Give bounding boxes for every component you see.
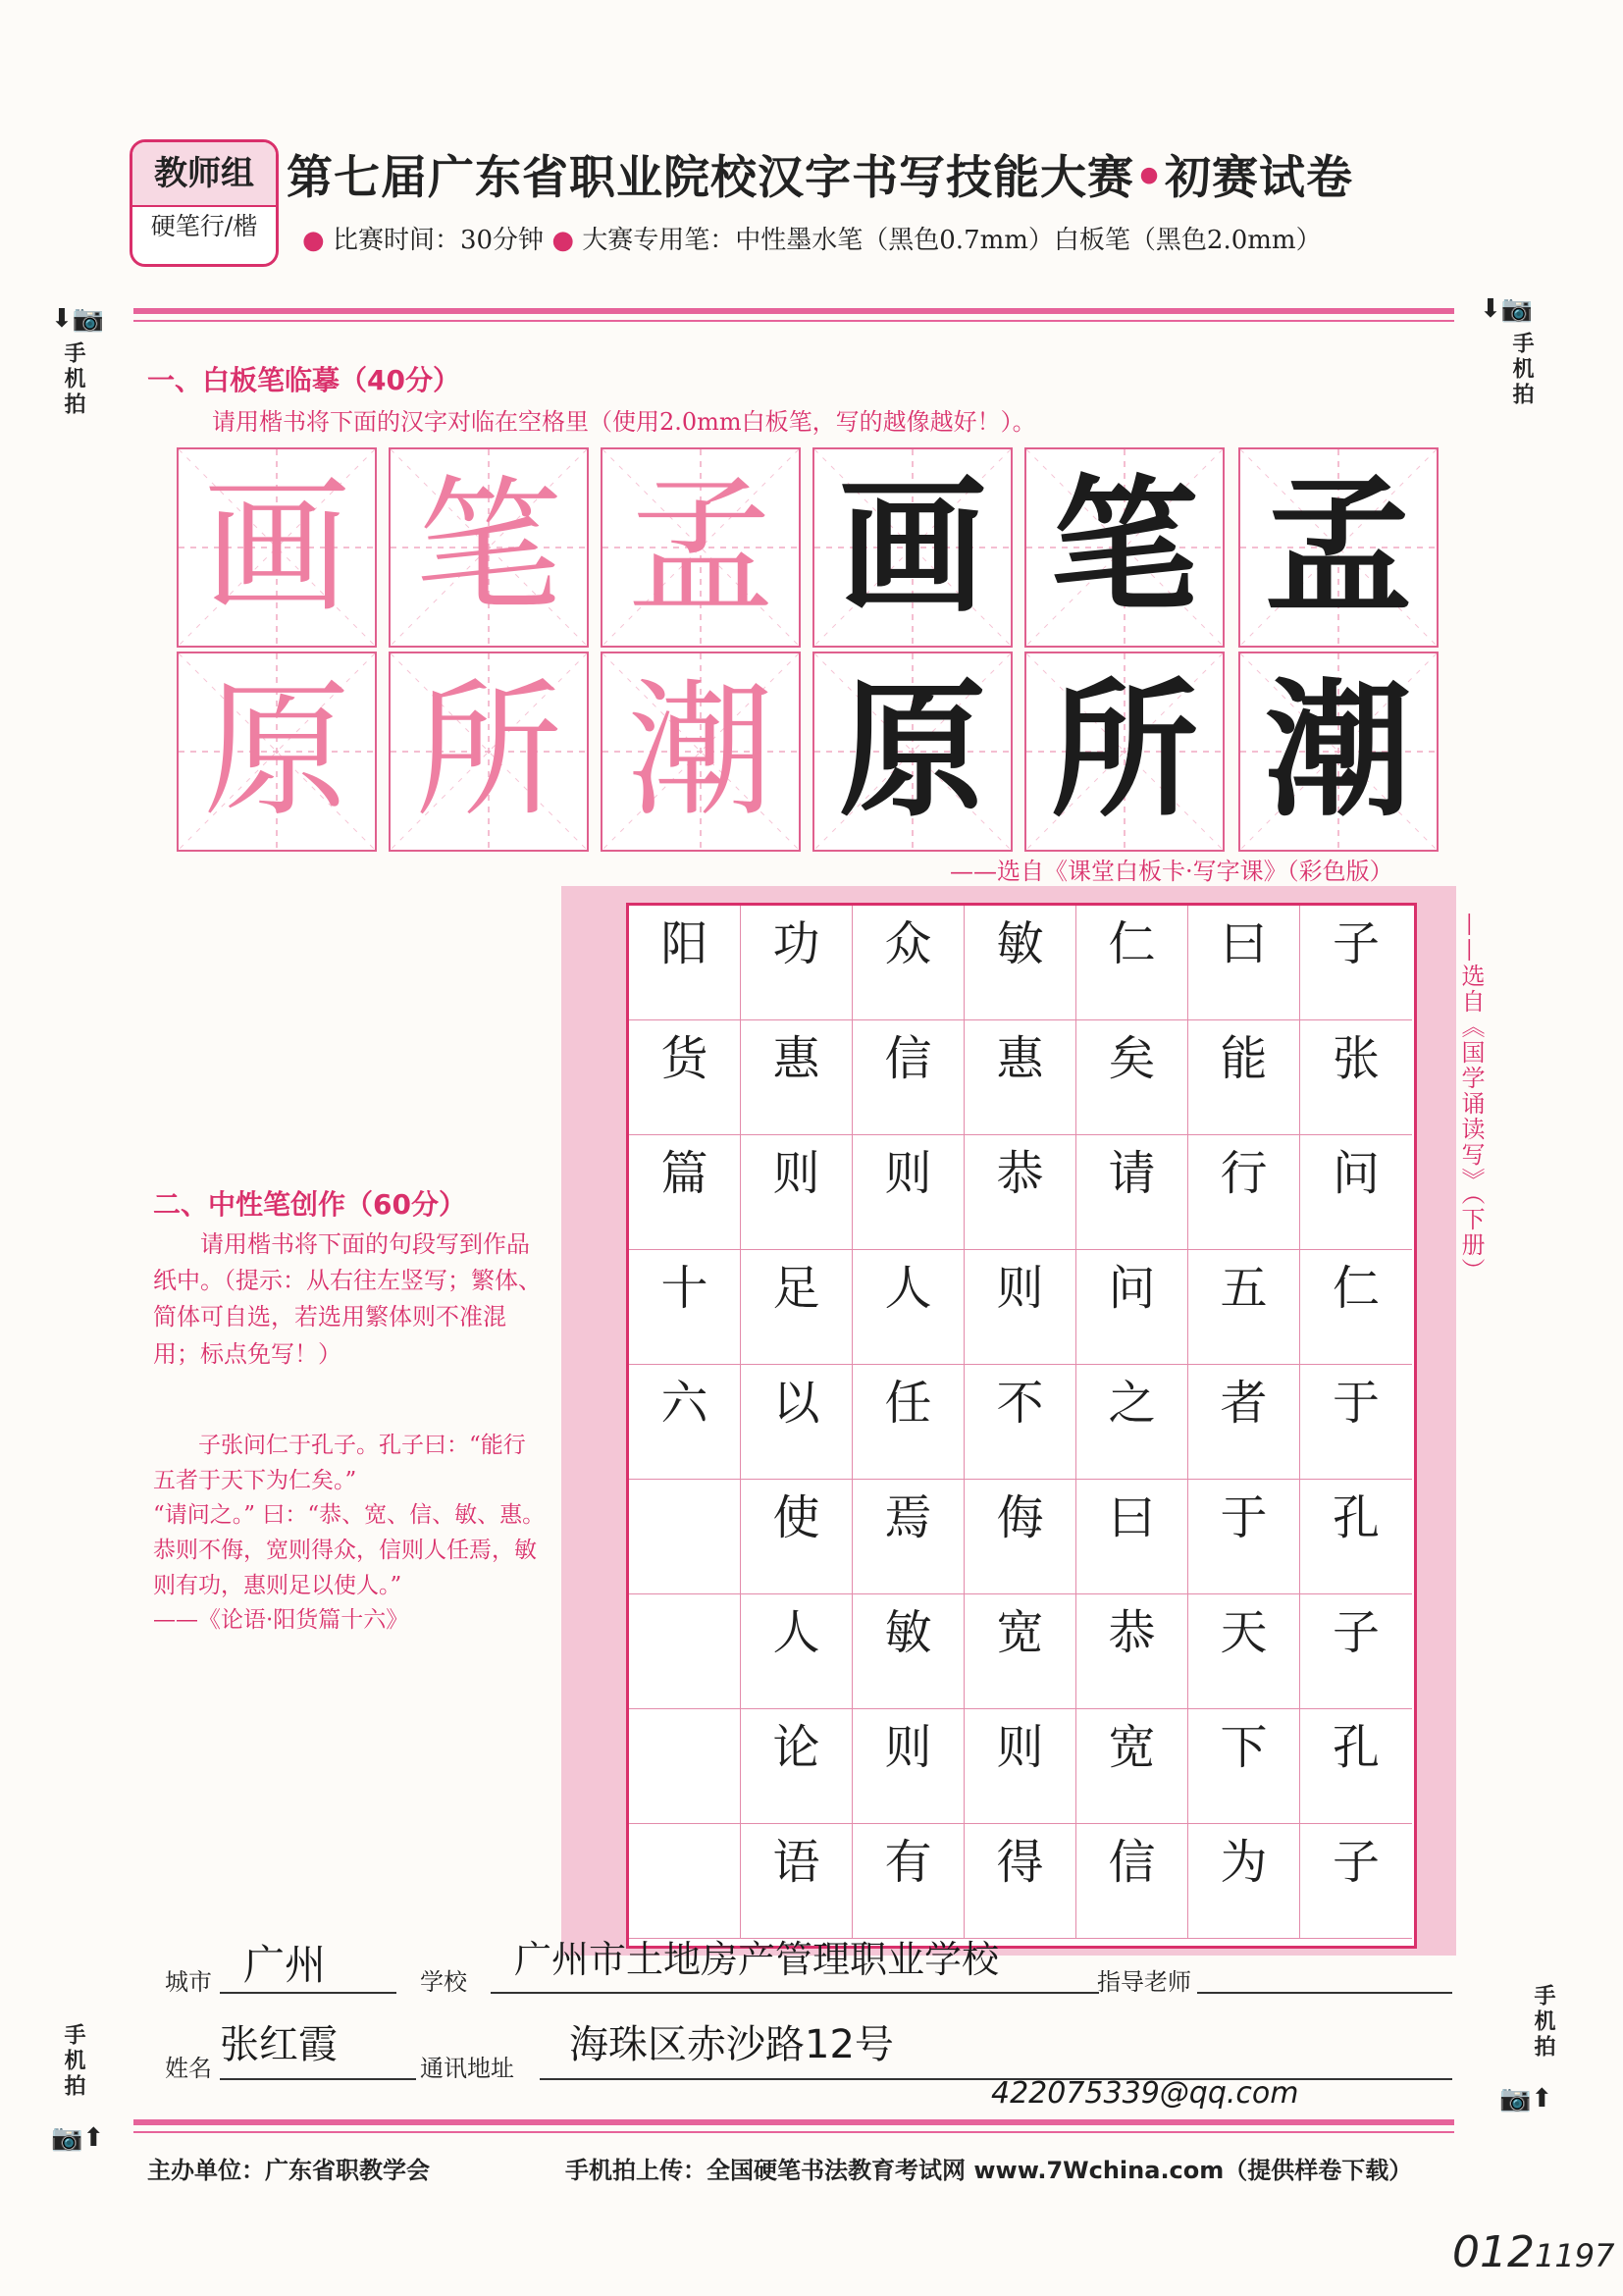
grid-cell[interactable]: 五	[1188, 1250, 1300, 1365]
camera-icon: 📷⬆	[1499, 2084, 1553, 2113]
grid-cell[interactable]: 敏	[965, 906, 1076, 1020]
grid-cell[interactable]: 为	[1188, 1824, 1300, 1939]
camera-icon: ⬇📷	[51, 304, 105, 334]
city-label: 城市	[165, 1968, 212, 1996]
title-main: 第七届广东省职业院校汉字书写技能大赛	[287, 151, 1134, 205]
camera-icon: 📷⬆	[51, 2123, 105, 2153]
grid-cell[interactable]: 矣	[1076, 1020, 1188, 1135]
grid-cell[interactable]: 能	[1188, 1020, 1300, 1135]
grid-cell[interactable]: 问	[1300, 1135, 1412, 1250]
group-label: 教师组	[132, 142, 276, 207]
passage-source: ——《论语·阳货篇十六》	[153, 1607, 409, 1634]
grid-cell[interactable]: 则	[965, 1250, 1076, 1365]
grid-cell[interactable]: 孔	[1300, 1709, 1412, 1824]
copy-character: 所	[1050, 666, 1198, 837]
page-title	[287, 141, 1353, 207]
exam-notes	[302, 220, 1322, 256]
title-sub: 初赛试卷	[1165, 151, 1354, 205]
section1-heading: 一、白板笔临摹（40分）	[147, 364, 460, 396]
copy-character-box[interactable]	[812, 652, 1013, 852]
side-label-right-bottom: 手机拍	[1531, 1984, 1556, 2061]
section1-instruction: 请用楷书将下面的汉字对临在空格里（使用2.0mm白板笔，写的越像越好！）。	[212, 408, 1036, 436]
email-value[interactable]: 422075339@qq.com	[991, 2076, 1299, 2111]
grid-cell[interactable]: 子	[1300, 1824, 1412, 1939]
grid-cell[interactable]: 侮	[965, 1480, 1076, 1594]
grid-cell[interactable]: 仁	[1076, 906, 1188, 1020]
model-character-box	[177, 447, 377, 648]
grid-cell[interactable]: 问	[1076, 1250, 1188, 1365]
grid-cell[interactable]: 则	[741, 1135, 853, 1250]
side-label-left-bottom: 手机拍	[61, 2023, 86, 2100]
grid-cell[interactable]: 则	[853, 1709, 965, 1824]
page-number	[1452, 2227, 1614, 2277]
grid-cell[interactable]	[629, 1480, 741, 1594]
grid-cell[interactable]: 则	[965, 1709, 1076, 1824]
bottom-rule-thin	[133, 2131, 1454, 2133]
grid-cell[interactable]: 恭	[965, 1135, 1076, 1250]
top-rule	[133, 308, 1454, 314]
grid-cell[interactable]: 十	[629, 1250, 741, 1365]
grid-cell[interactable]: 请	[1076, 1135, 1188, 1250]
grid-cell[interactable]: 六	[629, 1365, 741, 1480]
section2-instruction: 请用楷书将下面的句段写到作品纸中。（提示：从右往左竖写；繁体、简体可自选，若选用繁体则不准混用；标点免写！）	[153, 1230, 542, 1368]
grid-cell[interactable]: 使	[741, 1480, 853, 1594]
model-character: 原	[202, 666, 350, 837]
passage-line: 子张问仁于孔子。孔子曰：“能行五者于天下为仁矣。”	[153, 1433, 526, 1493]
grid-cell[interactable]: 宽	[1076, 1709, 1188, 1824]
section2-source: ——选自《国学诵读写》（下册）	[1457, 913, 1485, 1283]
grid-cell[interactable]: 信	[853, 1020, 965, 1135]
grid-cell[interactable]: 曰	[1076, 1480, 1188, 1594]
copy-character: 潮	[1264, 666, 1412, 837]
organizer: 主办单位：广东省职教学会	[147, 2157, 430, 2184]
grid-cell[interactable]: 足	[741, 1250, 853, 1365]
grid-cell[interactable]: 有	[853, 1824, 965, 1939]
bullet-icon: ●	[551, 226, 574, 255]
grid-cell[interactable]: 篇	[629, 1135, 741, 1250]
copy-character-box[interactable]	[1238, 652, 1439, 852]
grid-cell[interactable]: 以	[741, 1365, 853, 1480]
grid-cell[interactable]: 张	[1300, 1020, 1412, 1135]
time-note: 比赛时间：30分钟	[332, 226, 545, 255]
grid-cell[interactable]: 论	[741, 1709, 853, 1824]
grid-cell[interactable]: 子	[1300, 906, 1412, 1020]
camera-icon: ⬇📷	[1480, 294, 1534, 324]
grid-cell[interactable]: 天	[1188, 1594, 1300, 1709]
grid-cell[interactable]: 语	[741, 1824, 853, 1939]
teacher-label: 指导老师	[1097, 1968, 1191, 1996]
copy-character: 画	[838, 462, 986, 633]
grid-cell[interactable]: 信	[1076, 1824, 1188, 1939]
grid-cell[interactable]: 子	[1300, 1594, 1412, 1709]
grid-cell[interactable]: 宽	[965, 1594, 1076, 1709]
pen-note: 大赛专用笔：中性墨水笔（黑色0.7mm）白板笔（黑色2.0mm）	[582, 226, 1322, 255]
school-underline	[491, 1992, 1099, 1994]
model-character: 潮	[626, 666, 774, 837]
category-label: 硬笔行/楷	[150, 212, 258, 240]
city-value[interactable]: 广州	[243, 1941, 327, 1989]
group-badge	[130, 139, 279, 267]
copy-character: 原	[838, 666, 986, 837]
grid-cell[interactable]: 人	[741, 1594, 853, 1709]
city-underline	[220, 1992, 396, 1994]
model-character: 所	[414, 666, 562, 837]
school-label: 学校	[420, 1968, 467, 1996]
copy-character-box[interactable]	[1024, 652, 1225, 852]
model-character-box	[601, 447, 801, 648]
grid-cell[interactable]: 于	[1188, 1480, 1300, 1594]
model-character: 笔	[414, 462, 562, 633]
address-label: 通讯地址	[420, 2055, 514, 2082]
grid-cell[interactable]: 者	[1188, 1365, 1300, 1480]
grid-cell[interactable]	[629, 1709, 741, 1824]
model-character-box	[389, 652, 589, 852]
copy-character: 笔	[1050, 462, 1198, 633]
section2-heading: 二、中性笔创作（60分）	[153, 1188, 466, 1221]
page-number-small: 1197	[1534, 2237, 1615, 2274]
model-character-box	[389, 447, 589, 648]
model-character: 画	[202, 462, 350, 633]
section1-source: ——选自《课堂白板卡·写字课》（彩色版）	[950, 858, 1393, 885]
grid-cell[interactable]: 焉	[853, 1480, 965, 1594]
model-character: 孟	[626, 462, 774, 633]
model-character-box	[601, 652, 801, 852]
grid-cell[interactable]: 孔	[1300, 1480, 1412, 1594]
bottom-rule	[133, 2119, 1454, 2125]
model-character-box	[177, 652, 377, 852]
name-underline	[220, 2078, 416, 2080]
grid-cell[interactable]: 惠	[741, 1020, 853, 1135]
address-value[interactable]: 海珠区赤沙路12号	[569, 2022, 894, 2067]
grid-cell[interactable]: 惠	[965, 1020, 1076, 1135]
composition-grid	[626, 903, 1417, 1949]
upload-note: 手机拍上传：全国硬笔书法教育考试网 www.7Wchina.com（提供样卷下载）	[565, 2157, 1413, 2184]
grid-cell[interactable]: 得	[965, 1824, 1076, 1939]
grid-cell[interactable]: 下	[1188, 1709, 1300, 1824]
grid-cell[interactable]: 任	[853, 1365, 965, 1480]
grid-cell[interactable]: 行	[1188, 1135, 1300, 1250]
grid-cell[interactable]: 曰	[1188, 906, 1300, 1020]
grid-cell[interactable]: 则	[853, 1135, 965, 1250]
title-dot: •	[1134, 151, 1166, 205]
grid-cell[interactable]: 敏	[853, 1594, 965, 1709]
name-value[interactable]: 张红霞	[220, 2022, 338, 2067]
side-label-left-top: 手机拍	[61, 341, 86, 418]
grid-cell[interactable]	[629, 1594, 741, 1709]
copy-character-box[interactable]	[812, 447, 1013, 648]
page-number-main: 012	[1452, 2227, 1535, 2277]
grid-cell[interactable]: 人	[853, 1250, 965, 1365]
grid-cell[interactable]: 之	[1076, 1365, 1188, 1480]
name-label: 姓名	[165, 2055, 212, 2082]
grid-cell[interactable]: 功	[741, 906, 853, 1020]
passage	[153, 1429, 548, 1639]
grid-cell[interactable]: 众	[853, 906, 965, 1020]
grid-cell[interactable]	[629, 1824, 741, 1939]
copy-character: 孟	[1264, 462, 1412, 633]
copy-character-box[interactable]	[1238, 447, 1439, 648]
teacher-underline	[1197, 1992, 1452, 1994]
grid-cell[interactable]: 货	[629, 1020, 741, 1135]
school-value[interactable]: 广州市土地房产管理职业学校	[514, 1938, 1000, 1981]
grid-cell[interactable]: 阳	[629, 906, 741, 1020]
copy-character-box[interactable]	[1024, 447, 1225, 648]
passage-line: “请问之。” 曰：“恭、宽、信、敏、惠。恭则不侮，宽则得众，信则人任焉，敏则有功，惠则足以使人。”	[153, 1502, 546, 1598]
grid-cell[interactable]: 不	[965, 1365, 1076, 1480]
grid-cell[interactable]: 仁	[1300, 1250, 1412, 1365]
side-label-right-top: 手机拍	[1509, 332, 1535, 408]
grid-cell[interactable]: 于	[1300, 1365, 1412, 1480]
grid-cell[interactable]: 恭	[1076, 1594, 1188, 1709]
bullet-icon: ●	[302, 226, 325, 255]
top-rule-thin	[133, 320, 1454, 322]
